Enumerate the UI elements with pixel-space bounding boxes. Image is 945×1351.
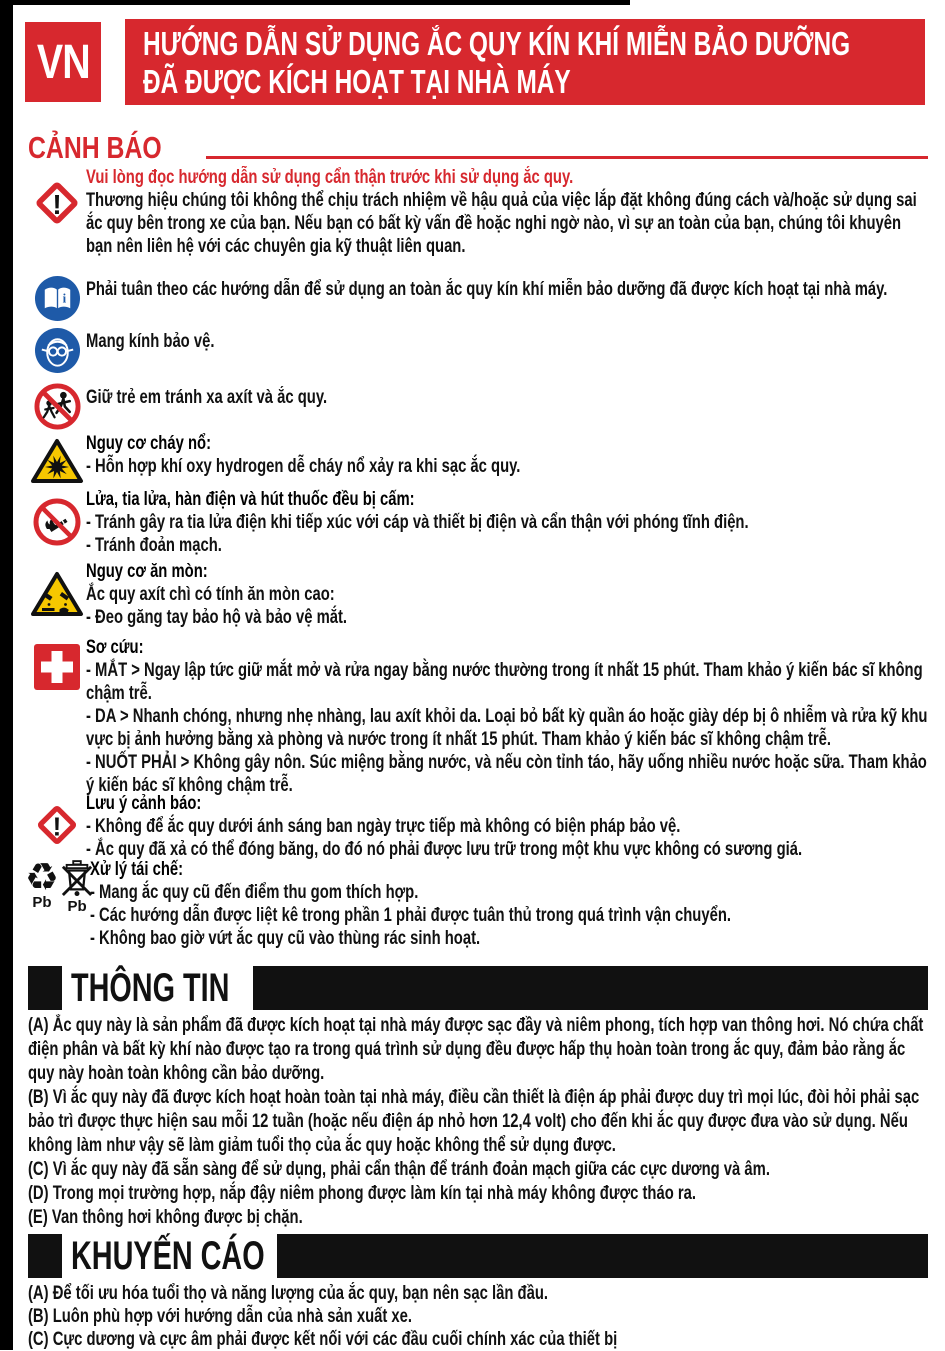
warning-line: - Tránh gây ra tia lửa điện khi tiếp xúc với cáp và thiết bị điện và cẩn thận với phóng tĩnh điện. xyxy=(86,512,749,533)
warning-title: Lưu ý cảnh báo: xyxy=(86,793,202,814)
keep-children-away-icon xyxy=(28,383,86,430)
no-fire-smoking-icon xyxy=(28,498,86,546)
warning-line: - Không để ắc quy dưới ánh sáng ban ngày trực tiếp mà không có biện pháp bảo vệ. xyxy=(86,816,681,837)
svg-text:!: ! xyxy=(52,189,62,221)
page-title xyxy=(143,25,925,101)
heading-square-mark xyxy=(28,1234,62,1278)
advice-paragraph: (C) Cực dương và cực âm phải được kết nối với các đầu cuối chính xác của thiết bị xyxy=(28,1329,618,1350)
warning-line: - MẮT > Ngay lập tức giữ mắt mở và rửa ngay bằng nước thường trong ít nhất 15 phút. Tham khảo ý kiến bác sĩ không chậm trễ. xyxy=(86,660,923,704)
read-instructions-icon xyxy=(28,275,86,322)
eye-protection-icon xyxy=(28,327,86,374)
heading-black-bar xyxy=(277,1234,928,1278)
header-title-bar xyxy=(125,19,925,105)
page-title-line2: ĐÃ ĐƯỢC KÍCH HOẠT TẠI NHÀ MÁY xyxy=(143,63,571,100)
warning-line: - Ắc quy đã xả có thể đóng băng, do đó nó phải được lưu trữ trong một khu vực không có sương giá. xyxy=(86,839,803,860)
top-black-stripe xyxy=(0,0,630,5)
page-title-line1: HƯỚNG DẪN SỬ DỤNG ẮC QUY KÍN KHÍ MIỄN BẢO DƯỠNG xyxy=(143,25,851,62)
warning-line: - Tránh đoản mạch. xyxy=(86,535,222,556)
heading-square-mark xyxy=(28,966,62,1010)
warning-line: - Đeo găng tay bảo hộ và bảo vệ mắt. xyxy=(86,607,348,628)
warning-line: - Không bao giờ vứt ắc quy cũ vào thùng rác sinh hoạt. xyxy=(90,928,481,949)
info-paragraph: (E) Van thông hơi không được bị chặn. xyxy=(28,1207,303,1228)
info-section-heading: THÔNG TIN xyxy=(71,965,230,1010)
pb-label: Pb xyxy=(67,898,87,915)
info-paragraph: (B) Vì ắc quy này đã được kích hoạt hoàn toàn tại nhà máy, điều cần thiết là điện áp phải được duy trì mọi lúc, đòi hỏi phải sạc bảo trì được thực hiện sau mỗi 12 tuần (hoặc nếu điện áp nhỏ hơn 12,4 volt) cho đến khi ắc quy được đưa vào sử dụng. Nếu không làm như vậy sẽ làm giảm tuổi thọ của ắc quy hoặc không thể sử dụng được. xyxy=(28,1087,920,1156)
pb-label: Pb xyxy=(32,894,52,911)
svg-text:!: ! xyxy=(52,811,62,842)
heading-black-bar xyxy=(253,966,928,1010)
language-badge-label: VN xyxy=(36,35,90,89)
warning-line: - DA > Nhanh chóng, nhưng nhẹ nhàng, lau axít khỏi da. Loại bỏ bất kỳ quần áo hoặc giày dép bị ô nhiễm và rửa kỹ khu vực bị ảnh hưởng bằng xà phòng và nước trong ít nhất 15 phút. Tham khảo ý kiến bác sĩ không chậm trễ. xyxy=(86,706,928,750)
advice-paragraph: (B) Luôn phù hợp với hướng dẫn của nhà sản xuất xe. xyxy=(28,1306,413,1327)
warning-heading-underline xyxy=(206,156,928,159)
language-badge xyxy=(25,22,101,102)
info-paragraph: (D) Trong mọi trường hợp, nắp đậy niêm phong được làm kín tại nhà máy không được tháo ra. xyxy=(28,1183,697,1204)
warning-title: Lửa, tia lửa, hàn điện và hút thuốc đều bị cấm: xyxy=(86,489,415,510)
left-black-stripe xyxy=(0,0,13,1350)
first-aid-icon xyxy=(28,644,86,690)
warning-section-heading: CẢNH BÁO xyxy=(28,130,162,165)
warning-title: Xử lý tái chế: xyxy=(90,859,184,880)
warning-line: - Hỗn hợp khí oxy hydrogen dễ cháy nổ xảy ra khi sạc ắc quy. xyxy=(86,456,521,477)
explosion-hazard-icon xyxy=(28,437,86,485)
warning-line: - NUỐT PHẢI > Không gây nôn. Súc miệng bằng nước, và nếu còn tỉnh táo, hãy uống nhiều nước hoặc sữa. Tham khảo ý kiến bác sĩ không chậm trễ. xyxy=(86,752,927,796)
warning-lead-text: Vui lòng đọc hướng dẫn sử dụng cẩn thận trước khi sử dụng ắc quy. xyxy=(86,167,574,188)
recycling-icon: ♻ xyxy=(24,855,60,899)
warning-line: Ắc quy axít chì có tính ăn mòn cao: xyxy=(86,584,335,605)
advice-paragraphs xyxy=(28,1282,930,1351)
warning-title: Sơ cứu: xyxy=(86,637,144,658)
recycling-icons-group xyxy=(24,855,90,915)
crossed-wheelie-bin-icon xyxy=(61,858,93,900)
advice-section-header xyxy=(28,1234,928,1278)
warning-body-text: Thương hiệu chúng tôi không thể chịu trách nhiệm về hậu quả của việc lắp đặt không đúng cách và/hoặc sử dụng sai ắc quy bên trong xe của bạn. Nếu bạn có bất kỳ vấn đề hoặc nghi ngờ nào, vì sự an toàn của bạn, chúng tôi khuyên bạn nên liên hệ với các chuyên gia kỹ thuật liên quan. xyxy=(86,190,917,257)
advice-section-heading: KHUYẾN CÁO xyxy=(71,1233,265,1278)
warning-body-text: Mang kính bảo vệ. xyxy=(86,331,215,352)
warning-body-text: Phải tuân theo các hướng dẫn để sử dụng an toàn ắc quy kín khí miễn bảo dưỡng đã được kích hoạt tại nhà máy. xyxy=(86,279,888,300)
svg-text:i: i xyxy=(62,291,66,306)
warning-title: Nguy cơ ăn mòn: xyxy=(86,561,208,582)
corrosion-hazard-icon xyxy=(28,570,86,618)
info-section-header xyxy=(28,966,928,1010)
warning-line: - Mang ắc quy cũ đến điểm thu gom thích hợp. xyxy=(90,882,419,903)
info-paragraphs xyxy=(28,1014,930,1230)
info-paragraph: (C) Vì ắc quy này đã sẵn sàng để sử dụng, phải cẩn thận để tránh đoản mạch giữa các cực dương và âm. xyxy=(28,1159,770,1180)
warning-title: Nguy cơ cháy nổ: xyxy=(86,433,212,454)
advice-paragraph: (A) Để tối ưu hóa tuổi thọ và năng lượng của ắc quy, bạn nên sạc lần đầu. xyxy=(28,1283,549,1304)
ghs-exclamation-diamond-icon xyxy=(28,798,86,852)
ghs-exclamation-diamond-icon xyxy=(28,174,86,232)
info-paragraph: (A) Ắc quy này là sản phẩm đã được kích hoạt tại nhà máy được sạc đầy và niêm phong, tích hợp van thông hơi. Nó chứa chất điện phân và bất kỳ khí nào được tạo ra trong quá trình sử dụng đều được hấp thụ hoàn toàn trong ắc quy, đảm bảo rằng ắc quy này hoàn toàn không cần bảo dưỡng. xyxy=(28,1015,924,1084)
warning-line: - Các hướng dẫn được liệt kê trong phần 1 phải được tuân thủ trong quá trình vận chuyển. xyxy=(90,905,732,926)
warning-body-text: Giữ trẻ em tránh xa axít và ắc quy. xyxy=(86,387,328,408)
